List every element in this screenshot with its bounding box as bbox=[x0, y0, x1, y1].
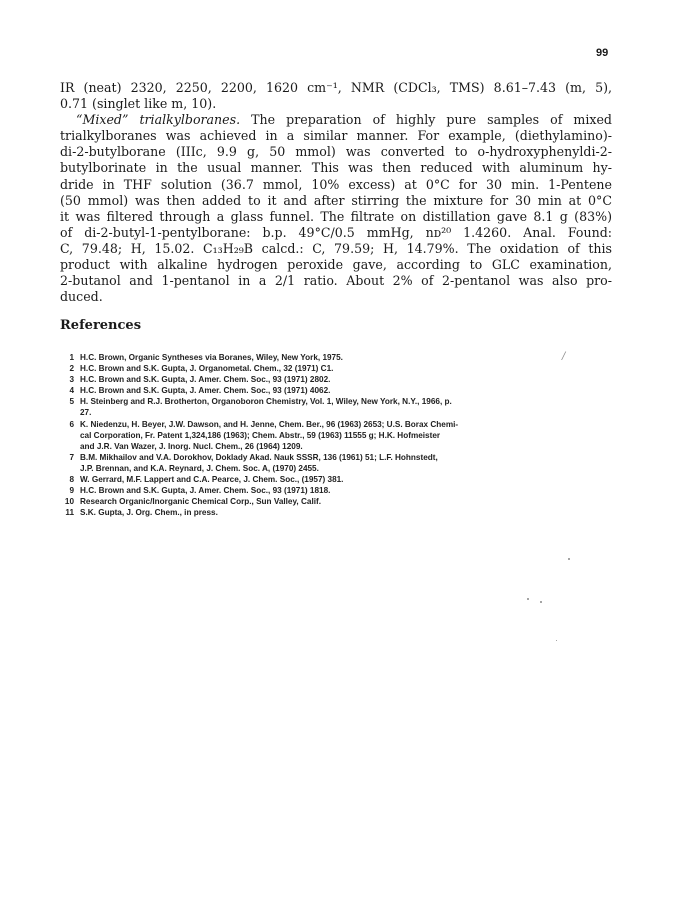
reference-line: H.C. Brown, Organic Syntheses via Boranes, Wiley, New York, 1975. bbox=[80, 353, 343, 362]
body-line: of di-2-butyl-1-pentylborane: b.p. 49°C/0.5 mmHg, nᴅ²⁰ 1.4260. Anal. Found: bbox=[60, 224, 612, 240]
reference-line: W. Gerrard, M.F. Lappert and C.A. Pearce, J. Chem. Soc., (1957) 381. bbox=[80, 475, 344, 485]
reference-number: 5 bbox=[69, 397, 74, 407]
reference-text bbox=[80, 396, 613, 418]
reference-line: Research Organic/Inorganic Chemical Corp., Sun Valley, Calif. bbox=[80, 497, 321, 507]
scan-speck bbox=[568, 558, 570, 560]
reference-text bbox=[80, 485, 613, 496]
reference-line: 27. bbox=[80, 408, 92, 418]
reference-item bbox=[58, 507, 613, 518]
body-line: 0.71 (singlet like m, 10). bbox=[60, 96, 217, 112]
reference-line: J.P. Brennan, and K.A. Reynard, J. Chem. Soc. A, (1970) 2455. bbox=[80, 463, 319, 473]
body-line: di-2-butylborane (IIIc, 9.9 g, 50 mmol) was converted to o-hydroxyphenyldi-2- bbox=[60, 144, 612, 160]
scan-mark: / bbox=[562, 351, 566, 362]
reference-text bbox=[80, 352, 613, 363]
reference-item bbox=[58, 419, 613, 452]
reference-line: S.K. Gupta, J. Org. Chem., in press. bbox=[80, 508, 218, 518]
body-line: “Mixed” trialkylboranes. The preparation of highly pure samples of mixed bbox=[76, 112, 612, 128]
reference-line: K. Niedenzu, H. Beyer, J.W. Dawson, and H. Jenne, Chem. Ber., 96 (1963) 2653; U.S. Borax Chemi- bbox=[80, 419, 459, 429]
reference-text bbox=[80, 374, 613, 385]
reference-line: H.C. Brown and S.K. Gupta, J. Organometal. Chem., 32 (1971) C1. bbox=[80, 364, 334, 374]
reference-text bbox=[80, 474, 613, 485]
reference-item bbox=[58, 352, 613, 363]
reference-line: H.C. Brown and S.K. Gupta, J. Amer. Chem. Soc., 93 (1971) 1818. bbox=[80, 486, 331, 496]
body-line: C, 79.48; H, 15.02. C₁₃H₂₉B calcd.: C, 79.59; H, 14.79%. The oxidation of this bbox=[60, 240, 612, 256]
body-line: dride in THF solution (36.7 mmol, 10% excess) at 0°C for 30 min. 1-Pentene bbox=[60, 176, 612, 192]
reference-number: 8 bbox=[69, 475, 74, 485]
reference-text bbox=[80, 419, 613, 452]
body-paragraphs bbox=[60, 80, 612, 305]
reference-line: B.M. Mikhailov and V.A. Dorokhov, Doklady Akad. Nauk SSSR, 136 (1961) 51; L.F. Hohnstedt, bbox=[80, 452, 438, 462]
reference-item bbox=[58, 496, 613, 507]
reference-number: 10 bbox=[64, 497, 74, 507]
reference-line: H.C. Brown and S.K. Gupta, J. Amer. Chem. Soc., 93 (1971) 4062. bbox=[80, 386, 331, 396]
reference-item bbox=[58, 363, 613, 374]
reference-line: and J.R. Van Wazer, J. Inorg. Nucl. Chem., 26 (1964) 1209. bbox=[80, 441, 303, 451]
run-in-heading: “Mixed” trialkylboranes. bbox=[76, 112, 241, 128]
reference-number: 11 bbox=[65, 508, 74, 518]
body-line: (50 mmol) was then added to it and after stirring the mixture for 30 min at 0°C bbox=[60, 192, 612, 208]
reference-item bbox=[58, 452, 613, 474]
body-line: trialkylboranes was achieved in a similar manner. For example, (diethylamino)- bbox=[60, 128, 612, 144]
reference-line: H. Steinberg and R.J. Brotherton, Organoboron Chemistry, Vol. 1, Wiley, New York, N.Y., 1966, p. bbox=[80, 397, 452, 407]
reference-number: 1 bbox=[69, 353, 74, 362]
reference-item bbox=[58, 396, 613, 418]
reference-number: 3 bbox=[69, 375, 74, 385]
body-line: duced. bbox=[60, 289, 103, 305]
reference-number: 2 bbox=[69, 364, 74, 374]
reference-number: 6 bbox=[69, 419, 74, 429]
scan-speck bbox=[556, 640, 557, 641]
references-heading: References bbox=[60, 318, 142, 333]
reference-text bbox=[80, 363, 613, 374]
reference-text bbox=[80, 496, 613, 507]
reference-number: 7 bbox=[69, 452, 74, 462]
reference-item bbox=[58, 474, 613, 485]
references-list bbox=[58, 352, 613, 518]
reference-item bbox=[58, 385, 613, 396]
reference-number: 9 bbox=[69, 486, 74, 496]
body-line: product with alkaline hydrogen peroxide gave, according to GLC examination, bbox=[60, 257, 612, 273]
reference-text bbox=[80, 507, 613, 518]
reference-text bbox=[80, 452, 613, 474]
reference-item bbox=[58, 485, 613, 496]
body-line: it was filtered through a glass funnel. The filtrate on distillation gave 8.1 g (83%) bbox=[60, 208, 612, 224]
reference-line: H.C. Brown and S.K. Gupta, J. Amer. Chem. Soc., 93 (1971) 2802. bbox=[80, 375, 331, 385]
page-number: 99 bbox=[596, 47, 609, 59]
scan-speck bbox=[540, 601, 542, 603]
reference-line: cal Corporation, Fr. Patent 1,324,186 (1963); Chem. Abstr., 59 (1963) 11555 g; H.K. Hofmeister bbox=[80, 430, 441, 440]
reference-text bbox=[80, 385, 613, 396]
reference-item bbox=[58, 374, 613, 385]
scan-speck bbox=[527, 598, 529, 600]
body-line: IR (neat) 2320, 2250, 2200, 1620 cm⁻¹, NMR (CDCl₃, TMS) 8.61–7.43 (m, 5), bbox=[60, 80, 612, 95]
body-line: 2-butanol and 1-pentanol in a 2/1 ratio. About 2% of 2-pentanol was also pro- bbox=[60, 273, 612, 289]
reference-number: 4 bbox=[69, 386, 74, 396]
body-line: butylborinate in the usual manner. This was then reduced with aluminum hy- bbox=[60, 160, 612, 176]
